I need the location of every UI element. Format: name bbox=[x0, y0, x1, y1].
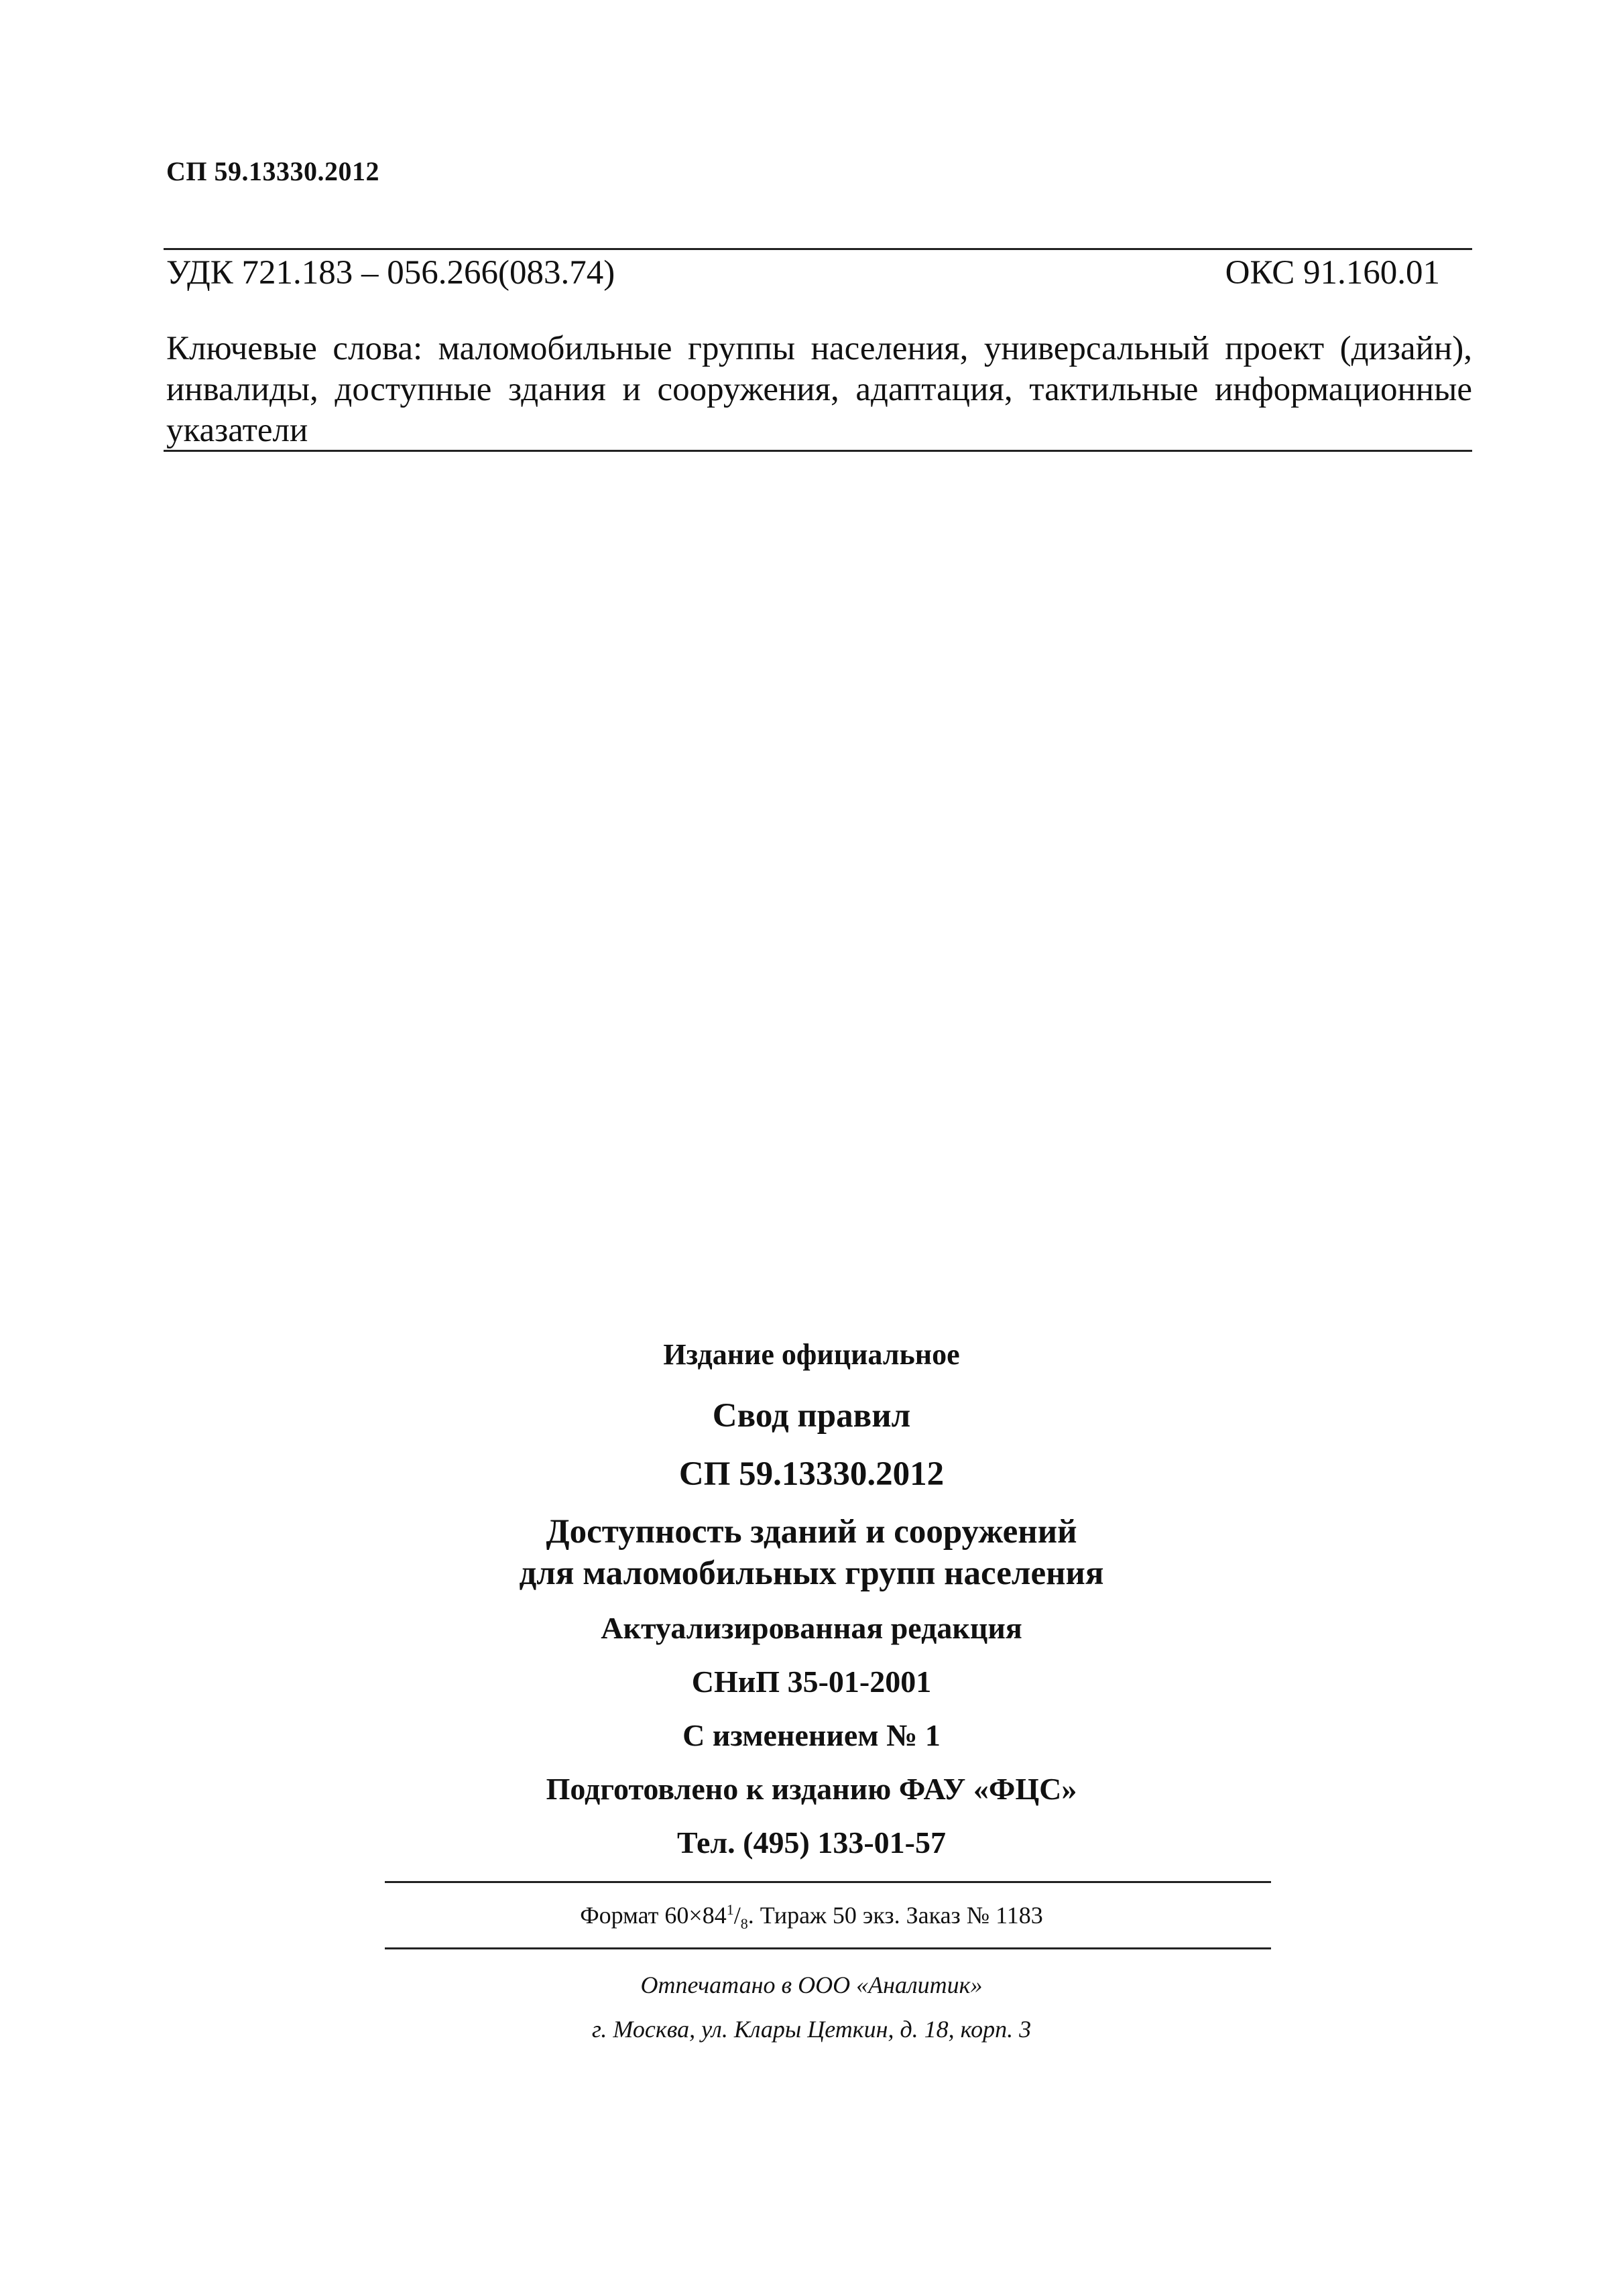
print-format: Формат $60\times 84^1/_8$. Тираж 50 экз. Заказ № 1183 bbox=[580, 1901, 1043, 1933]
oks-code: ОКС 91.160.01 bbox=[1225, 254, 1440, 292]
printer-name: Отпечатано в ООО «Аналитик» bbox=[640, 1972, 983, 1998]
change-label: С изменением № 1 bbox=[682, 1718, 941, 1752]
format-suffix: . Тираж 50 экз. Заказ № 1183 bbox=[747, 1902, 1043, 1929]
imprint-divider-bottom bbox=[385, 1947, 1271, 1949]
udk-code: УДК 721.183 – 056.266(083.74) bbox=[166, 254, 615, 292]
top-divider bbox=[164, 248, 1472, 250]
snip-code: СНиП 35-01-2001 bbox=[691, 1665, 932, 1699]
edition-label: Издание официальное bbox=[663, 1338, 960, 1371]
redaction-label: Актуализированная редакция bbox=[601, 1611, 1022, 1645]
format-fraction-den: 8 bbox=[740, 1915, 748, 1933]
keywords-paragraph: Ключевые слова: маломобильные группы населения, универсальный проект (дизайн), инвалиды, доступные здания и сооружения, адаптация, тактильные информационные указатели bbox=[166, 330, 1472, 449]
document-title-line-1: Доступность зданий и сооружений bbox=[546, 1513, 1077, 1551]
document-type: Свод правил bbox=[712, 1397, 911, 1435]
phone-number: Тел. (495) 133-01-57 bbox=[677, 1825, 946, 1860]
keywords-divider bbox=[164, 450, 1472, 452]
printer-address: г. Москва, ул. Клары Цеткин, д. 18, корп. 3 bbox=[591, 2016, 1032, 2043]
running-head: СП 59.13330.2012 bbox=[166, 156, 379, 186]
prepared-by: Подготовлено к изданию ФАУ «ФЦС» bbox=[546, 1772, 1077, 1806]
format-prefix: Формат 60×84 bbox=[580, 1902, 727, 1929]
document-code: СП 59.13330.2012 bbox=[678, 1455, 945, 1493]
format-fraction-num: 1 bbox=[726, 1901, 734, 1918]
document-title-line-2: для маломобильных групп населения bbox=[519, 1555, 1104, 1592]
imprint-divider-top bbox=[385, 1881, 1271, 1883]
classification-line bbox=[166, 253, 1440, 292]
